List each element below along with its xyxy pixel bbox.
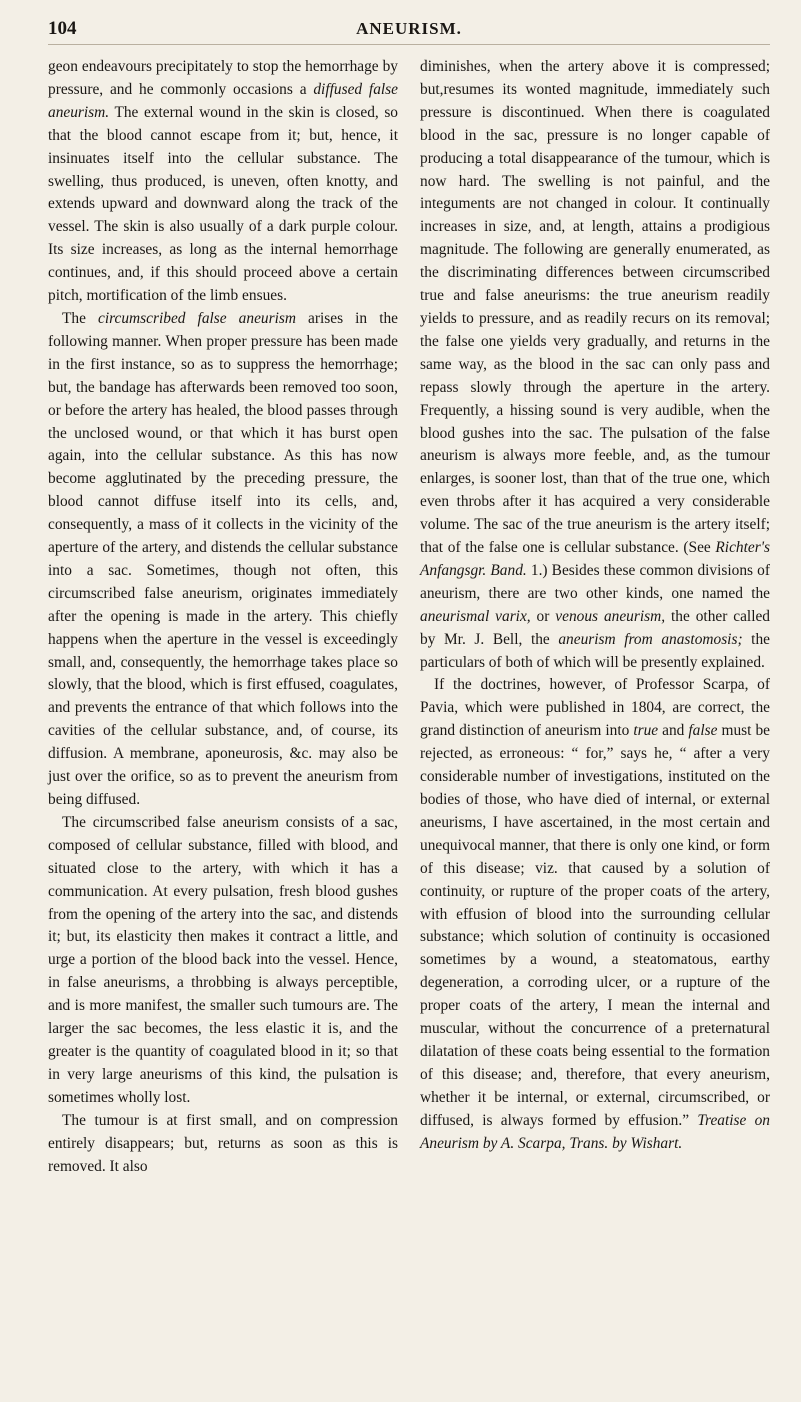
text-columns — [48, 56, 770, 1178]
paragraph: If the doctrines, however, of Professor Scarpa, of Pavia, which were published in 1804, are correct, the grand distinction of aneurism into true and false must be rejected, as erroneous: “ for,” says he, “ after a very considerable number of investigations, instituted on the bodies of those, who have died of internal, or external aneurisms, I have ascertained, in the most certain and unequivocal manner, that there is only one kind, or form of this disease; viz. that caused by a solution of continuity, or rupture of the proper coats of the artery, with effusion of blood into the surrounding cellular substance; which solution of continuity is occasioned sometimes by a wound, a steatomatous, earthy degeneration, a corroding ulcer, or a rupture of the proper coats of the artery, I mean the internal and muscular, without the concurrence of a preternatural dilatation of these coats being essential to the formation of this disease; and, therefore, that every aneurism, whether it be internal, or external, circumscribed, or diffused, is always formed by effusion.” Treatise on Aneurism by A. Scarpa, Trans. by Wishart. — [420, 676, 771, 1152]
paragraph: geon endeavours precipitately to stop the hemorrhage by pressure, and he commonly occasions a diffused false aneurism. The external wound in the skin is closed, so that the blood cannot escape from it; but, hence, it insinuates itself into the cellular substance. The swelling, thus produced, is uneven, often knotty, and extends upward and downward along the track of the vessel. The skin is also usually of a dark purple colour. Its size increases, as long as the internal hemorrhage continues, and, if this should proceed above a certain pitch, mortification of the limb ensues. — [48, 58, 398, 305]
paragraph: The circumscribed false aneurism consists of a sac, composed of cellular substance, filled with blood, and situated close to the artery, with which it has a communication. At every pulsation, fresh blood gushes from the opening of the artery into the sac, and distends it; but, its elasticity then makes it contract a little, and urge a portion of the blood back into the vessel. Hence, in false aneurisms, a throbbing is always perceptible, and is more manifest, the smaller such tumours are. The larger the sac becomes, the less elastic it is, and the greater is the quantity of coagulated blood in it; so that in very large aneurisms of this kind, the pulsation is sometimes wholly lost. — [48, 813, 398, 1106]
left-column — [48, 56, 398, 1178]
book-page — [48, 14, 770, 1386]
paragraph: The tumour is at first small, and on compression entirely disappears; but, returns as soon as this is removed. It also — [48, 1111, 398, 1175]
page-number: 104 — [48, 18, 77, 39]
citation: Treatise on Aneurism by A. Scarpa, Trans. by Wishart. — [420, 1111, 771, 1152]
running-head: ANEURISM. — [356, 19, 462, 38]
paragraph: diminishes, when the artery above it is compressed; but,resumes its wonted magnitude, immediately such pressure is discontinued. When there is coagulated blood in the sac, pressure is no longer capable of producing a total disappearance of the tumour, which is now hard. The swelling is not painful, and the integuments are not changed in colour. It continually increases in size, and, at length, attains a prodigious magnitude. The following are generally enumerated, as the discriminating differences between circumscribed true and false aneurisms: the true aneurism readily yields to pressure, and as readily recurs on its removal; the false one yields very gradually, and returns in the same way, as the blood in the sac can only pass and repass slowly through the aperture in the artery. Frequently, a hissing sound is very audible, when the blood gushes into the sac. The pulsation of the false aneurism is always more feeble, and, as the tumour enlarges, is sooner lost, than that of the true one, which even throbs after it has acquired a very considerable volume. The sac of the true aneurism is the artery itself; that of the false one is cellular substance. (See Richter's Anfangsgr. Band. 1.) Besides these common divisions of aneurism, there are two other kinds, one named the aneurismal varix, or venous aneurism, the other called by Mr. J. Bell, the aneurism from anastomosis; the particulars of both of which will be presently explained. — [420, 58, 770, 671]
paragraph: The circumscribed false aneurism arises in the following manner. When proper pressure has been made in the first instance, so as to suppress the hemorrhage; but, the bandage has afterwards been removed too soon, or before the artery has healed, the blood passes through the unclosed wound, or that which it has burst open again, into the cellular substance. As this has now become agglutinated by the preceding pressure, the blood cannot diffuse itself into its cells, and, consequently, a mass of it collects in the vicinity of the aperture of the artery, and distends the cellular substance into a sac. Sometimes, though not often, this circumscribed false aneurism, originates immediately after the opening is made in the artery. This chiefly happens when the aperture in the vessel is exceedingly small, and, consequently, the hemorrhage takes place so slowly, that the blood, which is first effused, coagulates, and prevents the entrance of that which follows into the cavities of the cellular substance, and, of course, its diffusion. A membrane, aponeurosis, &c. may also be just over the orifice, so as to prevent the aneurism from being diffused. — [48, 309, 398, 808]
right-column — [420, 56, 770, 1178]
page-header — [48, 14, 770, 45]
